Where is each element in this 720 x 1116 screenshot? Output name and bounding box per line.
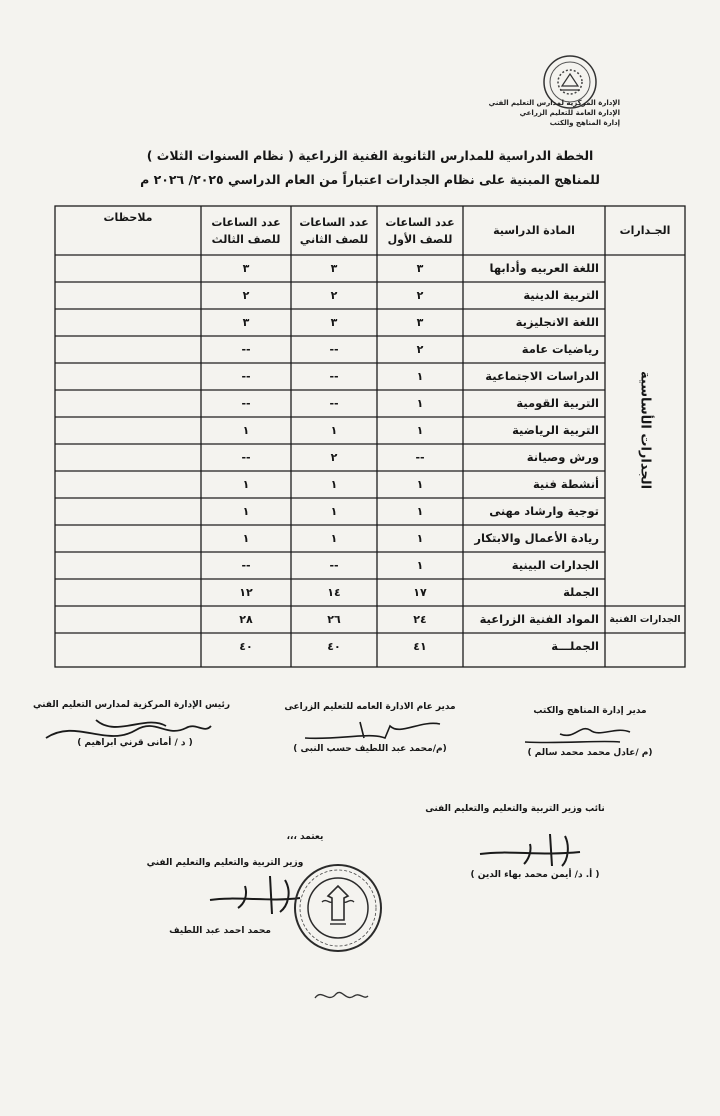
header-grade2-line1: عدد الساعات xyxy=(299,215,369,229)
hours-cell-g2: -- xyxy=(329,397,339,410)
notes-cell xyxy=(55,309,201,336)
sig5-title: وزير التربية والتعليم والتعليم الفني xyxy=(146,858,304,868)
sig1-name: (م /عادل محمد محمد سالم ) xyxy=(527,748,653,758)
notes-cell xyxy=(55,471,201,498)
hours-cell-g3: ٢٨ xyxy=(239,613,253,626)
hours-cell-g2: -- xyxy=(329,370,339,383)
notes-cell xyxy=(55,336,201,363)
subject-cell: التربية الرياضية xyxy=(512,423,599,437)
notes-cell xyxy=(55,552,201,579)
hours-cell-g3: ١ xyxy=(242,478,250,491)
subject-cell: توجية وارشاد مهنى xyxy=(489,504,599,518)
header-group: الجـدارات xyxy=(619,224,671,237)
document-subtitle: للمناهج المبنية على نظام الجدارات اعتباراً من العام الدراسي ٢٠٢٥/ ٢٠٢٦ م xyxy=(140,172,600,187)
hours-cell-g3: ١ xyxy=(242,505,250,518)
org-line-1: الإدارة المركزية لمدارس التعليم الفني xyxy=(488,99,620,107)
sig2-title: مدير عام الادارة العامه للتعليم الزراعى xyxy=(284,702,456,712)
technical-competencies-label: الجدارات الفنية xyxy=(609,614,681,625)
study-plan-table xyxy=(54,205,686,668)
sig2-signature xyxy=(300,716,450,746)
hours-cell-g1: ١ xyxy=(416,559,424,572)
notes-cell xyxy=(55,417,201,444)
sig4-signature xyxy=(470,826,590,872)
header-grade3 xyxy=(201,206,291,255)
hours-cell-g3: ١ xyxy=(242,532,250,545)
document-title: الخطة الدراسية للمدارس الثانوية الفنية الزراعية ( نظام السنوات الثلاث ) xyxy=(146,148,594,163)
header-grade1 xyxy=(377,206,463,255)
notes-cell xyxy=(55,255,201,282)
hours-cell-g1: ٢ xyxy=(416,289,424,302)
subject-cell: ورش وصيانة xyxy=(526,450,599,464)
notes-cell xyxy=(55,579,201,606)
subject-cell: اللغة العربيه وأدابها xyxy=(489,261,599,275)
subject-cell: الجملة xyxy=(563,585,599,599)
sig4-name: ( أ. د/ أيمن محمد بهاء الدين ) xyxy=(470,870,600,880)
sig3-title: رئيس الإدارة المركزية لمدارس التعليم الفني xyxy=(32,700,230,710)
hours-cell-g3: -- xyxy=(241,343,251,356)
notes-cell xyxy=(55,363,201,390)
sig1-signature xyxy=(520,722,640,750)
hours-cell-g2: ٢٦ xyxy=(327,613,341,626)
hours-cell-g2: ٢ xyxy=(330,289,338,302)
header-grade2-line2: للصف الثاني xyxy=(299,232,369,246)
hours-cell-g1: ٣ xyxy=(416,262,424,275)
hours-cell-g2: ١ xyxy=(330,424,338,437)
hours-cell-g2: -- xyxy=(329,559,339,572)
approve-label: يعتمد ،،، xyxy=(286,832,324,842)
notes-cell xyxy=(55,282,201,309)
hours-cell-g3: -- xyxy=(241,370,251,383)
notes-cell xyxy=(55,444,201,471)
hours-cell-g2: ٤٠ xyxy=(327,640,341,653)
header-grade1-line2: للصف الأول xyxy=(387,232,453,246)
sig2-name: (م/محمد عبد اللطيف حسب النبى ) xyxy=(293,744,447,754)
hours-cell-g1: ١ xyxy=(416,424,424,437)
hours-cell-g1: ١ xyxy=(416,397,424,410)
hours-cell-g2: ١ xyxy=(330,505,338,518)
hours-cell-g1: -- xyxy=(415,451,425,464)
header-subject: المادة الدراسية xyxy=(493,224,575,237)
hours-cell-g3: ٤٠ xyxy=(239,640,253,653)
header-grade3-line2: للصف الثالث xyxy=(211,232,281,246)
notes-cell xyxy=(55,633,201,660)
hours-cell-g2: ١ xyxy=(330,532,338,545)
hours-cell-g3: -- xyxy=(241,397,251,410)
header-grade1-line1: عدد الساعات xyxy=(385,215,455,229)
hours-cell-g2: ٣ xyxy=(330,316,338,329)
hours-cell-g3: ١ xyxy=(242,424,250,437)
notes-cell xyxy=(55,498,201,525)
subject-cell: التربية الدينية xyxy=(523,288,599,302)
subject-cell: الجملـــة xyxy=(551,639,599,653)
subject-cell: اللغة الانجليزية xyxy=(515,315,599,329)
hours-cell-g3: ٢ xyxy=(242,289,250,302)
official-seal-icon xyxy=(292,862,384,954)
hours-cell-g1: ٢٤ xyxy=(413,613,427,626)
hours-cell-g2: -- xyxy=(329,343,339,356)
notes-cell xyxy=(55,390,201,417)
notes-cell xyxy=(55,606,201,633)
subject-cell: أنشطة فنية xyxy=(532,477,599,491)
header-grade3-line1: عدد الساعات xyxy=(211,215,281,229)
org-line-2: الإدارة العامة للتعليم الزراعي xyxy=(519,109,620,117)
sig3-name: ( د / أمانى قرني ابراهيم ) xyxy=(77,738,193,748)
hours-cell-g1: ١ xyxy=(416,478,424,491)
sig1-title: مدير إدارة المناهج والكتب xyxy=(533,706,647,716)
subject-cell: رياضيات عامة xyxy=(521,342,599,356)
hours-cell-g3: ٣ xyxy=(242,262,250,275)
subject-cell: المواد الفنية الزراعية xyxy=(479,612,599,626)
hours-cell-g1: ٢ xyxy=(416,343,424,356)
hours-cell-g1: ٣ xyxy=(416,316,424,329)
hours-cell-g1: ١٧ xyxy=(413,586,427,599)
hours-cell-g2: ١٤ xyxy=(327,586,341,599)
org-line-3: إدارة المناهج والكتب xyxy=(549,119,620,127)
sig5-name: محمد احمد عبد اللطيف xyxy=(169,926,271,936)
hours-cell-g1: ١ xyxy=(416,532,424,545)
header-notes: ملاحظات xyxy=(103,210,153,224)
hours-cell-g3: -- xyxy=(241,559,251,572)
subject-cell: التربية القومية xyxy=(516,396,599,410)
hours-cell-g1: ٤١ xyxy=(413,640,427,653)
hours-cell-g2: ١ xyxy=(330,478,338,491)
org-header xyxy=(470,98,620,128)
hours-cell-g3: -- xyxy=(241,451,251,464)
basic-competencies-label: الجدارات الأساسية xyxy=(637,371,653,490)
handwritten-mark xyxy=(310,984,370,1006)
hours-cell-g1: ١ xyxy=(416,370,424,383)
header-grade2 xyxy=(291,206,377,255)
hours-cell-g3: ١٢ xyxy=(239,586,253,599)
subject-cell: الدراسات الاجتماعية xyxy=(485,369,599,383)
subject-cell: ريادة الأعمال والابتكار xyxy=(474,531,599,545)
subject-cell: الجدارات البينية xyxy=(511,558,599,572)
hours-cell-g1: ١ xyxy=(416,505,424,518)
sig4-title: نائب وزير التربية والتعليم والتعليم الفنى xyxy=(425,804,605,814)
hours-cell-g2: ٣ xyxy=(330,262,338,275)
notes-cell xyxy=(55,525,201,552)
hours-cell-g3: ٣ xyxy=(242,316,250,329)
hours-cell-g2: ٢ xyxy=(330,451,338,464)
